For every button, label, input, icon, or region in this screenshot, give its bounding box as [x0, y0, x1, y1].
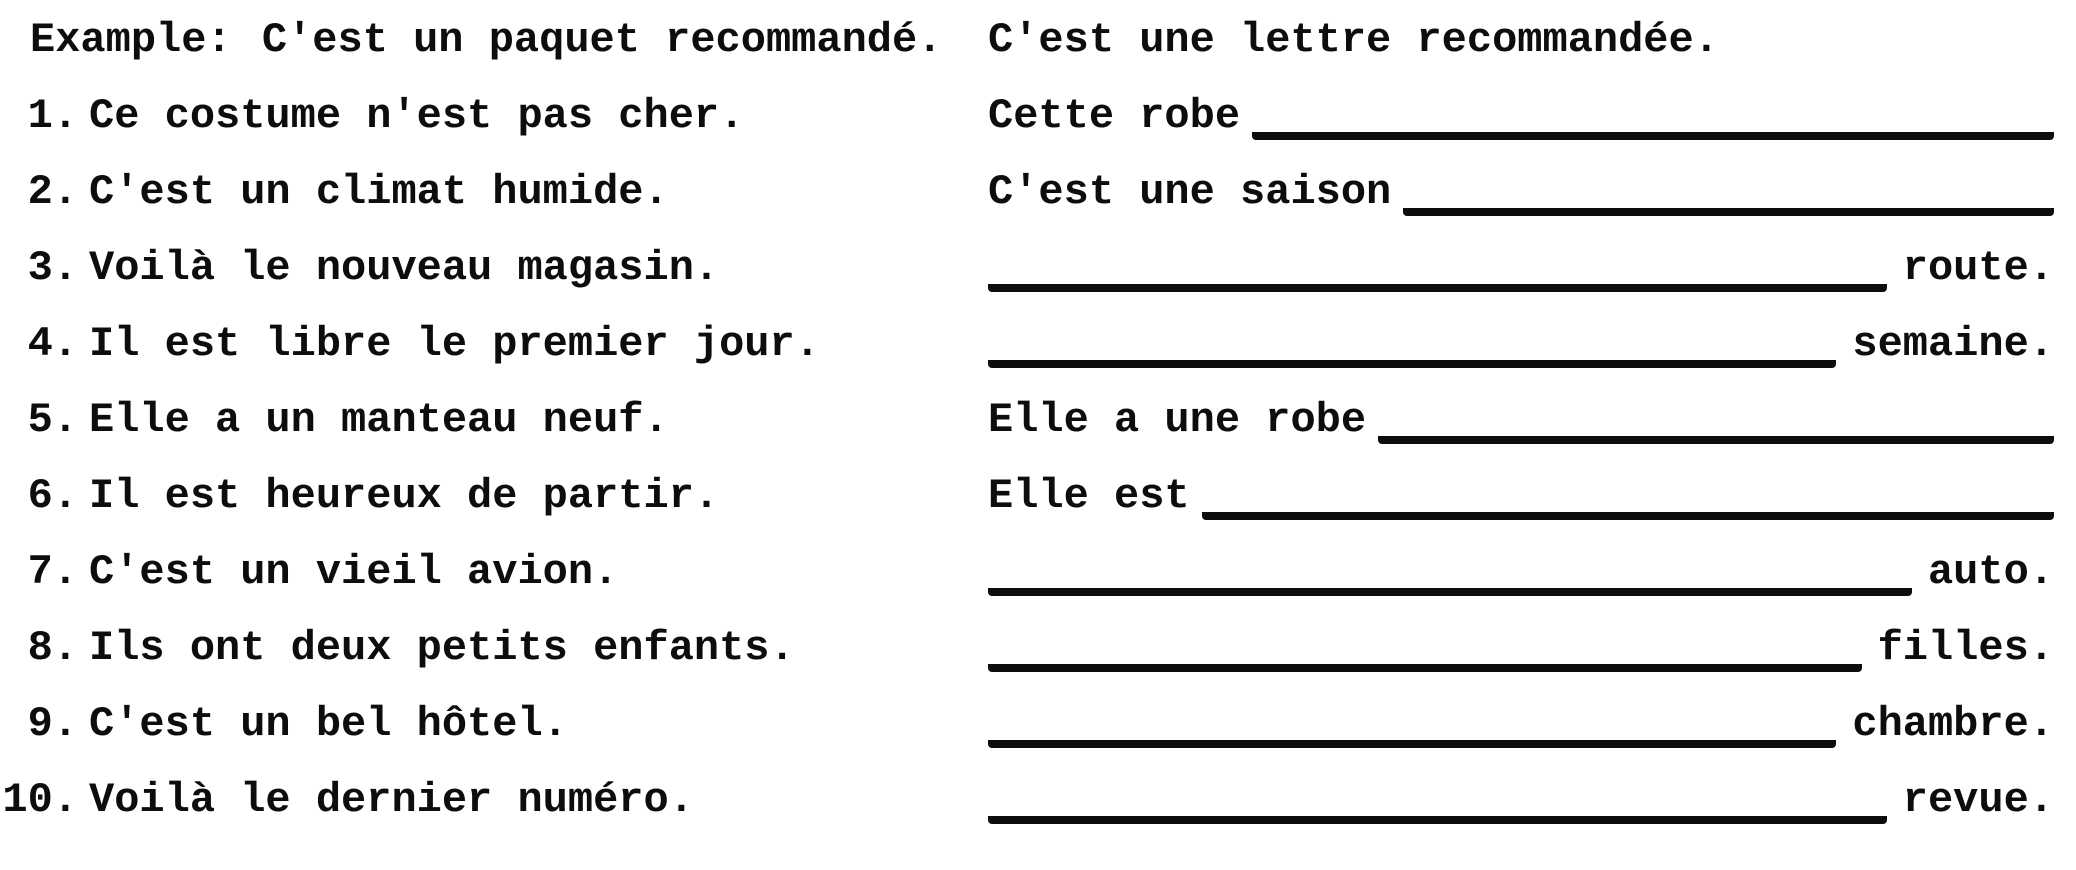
exercise-row	[0, 622, 2076, 698]
right-answer-area	[988, 394, 2076, 446]
answer-suffix: route.	[1902, 244, 2054, 292]
answer-suffix: auto.	[1927, 548, 2054, 596]
exercise-row	[0, 546, 2076, 622]
exercise-row	[0, 242, 2076, 318]
left-sentence: C'est un vieil avion.	[89, 548, 619, 596]
exercise-row	[0, 318, 2076, 394]
item-number: 6.	[27, 472, 78, 520]
example-right-sentence: C'est une lettre recommandée.	[988, 16, 1719, 64]
answer-suffix: revue.	[1902, 776, 2054, 824]
left-sentence: Voilà le dernier numéro.	[89, 776, 694, 824]
answer-blank-line	[1403, 166, 2054, 216]
item-number: 10.	[2, 776, 78, 824]
left-sentence: Il est heureux de partir.	[89, 472, 720, 520]
answer-prefix: Elle est	[988, 472, 1190, 520]
exercise-row	[0, 774, 2076, 850]
example-right-area	[988, 14, 2076, 66]
answer-blank-line	[1252, 90, 2054, 140]
left-sentence: Il est libre le premier jour.	[89, 320, 820, 368]
exercise-row	[0, 394, 2076, 470]
item-number: 7.	[27, 548, 78, 596]
item-number: 4.	[27, 320, 78, 368]
example-left-sentence: C'est un paquet recommandé.	[261, 16, 943, 64]
right-answer-area	[988, 546, 2076, 598]
right-answer-area	[988, 90, 2076, 142]
answer-suffix: filles.	[1877, 624, 2054, 672]
answer-blank-line	[988, 242, 1887, 292]
item-number: 2.	[27, 168, 78, 216]
left-sentence: Elle a un manteau neuf.	[89, 396, 669, 444]
answer-blank-line	[988, 774, 1887, 824]
exercise-row	[0, 166, 2076, 242]
right-answer-area	[988, 698, 2076, 750]
right-answer-area	[988, 318, 2076, 370]
right-answer-area	[988, 166, 2076, 218]
exercise-row	[0, 90, 2076, 166]
left-sentence: Voilà le nouveau magasin.	[89, 244, 720, 292]
left-sentence: C'est un bel hôtel.	[89, 700, 568, 748]
answer-blank-line	[1378, 394, 2054, 444]
item-number: 3.	[27, 244, 78, 292]
left-sentence: Ils ont deux petits enfants.	[89, 624, 795, 672]
exercise-rows	[0, 90, 2076, 850]
item-number: 1.	[27, 92, 78, 140]
right-answer-area	[988, 774, 2076, 826]
answer-blank-line	[1202, 470, 2054, 520]
answer-blank-line	[988, 698, 1836, 748]
right-answer-area	[988, 470, 2076, 522]
answer-prefix: C'est une saison	[988, 168, 1392, 216]
example-label: Example:	[30, 16, 232, 64]
right-answer-area	[988, 622, 2076, 674]
example-row	[0, 14, 2076, 90]
answer-suffix: semaine.	[1852, 320, 2054, 368]
item-number: 9.	[27, 700, 78, 748]
answer-blank-line	[988, 318, 1836, 368]
right-answer-area	[988, 242, 2076, 294]
answer-suffix: chambre.	[1852, 700, 2054, 748]
exercise-row	[0, 470, 2076, 546]
item-number: 5.	[27, 396, 78, 444]
answer-blank-line	[988, 622, 1862, 672]
answer-prefix: Cette robe	[988, 92, 1241, 140]
left-sentence: C'est un climat humide.	[89, 168, 669, 216]
exercise-row	[0, 698, 2076, 774]
answer-prefix: Elle a une robe	[988, 396, 1367, 444]
item-number: 8.	[27, 624, 78, 672]
example-left-group	[0, 14, 988, 66]
answer-blank-line	[988, 546, 1912, 596]
left-sentence: Ce costume n'est pas cher.	[89, 92, 745, 140]
